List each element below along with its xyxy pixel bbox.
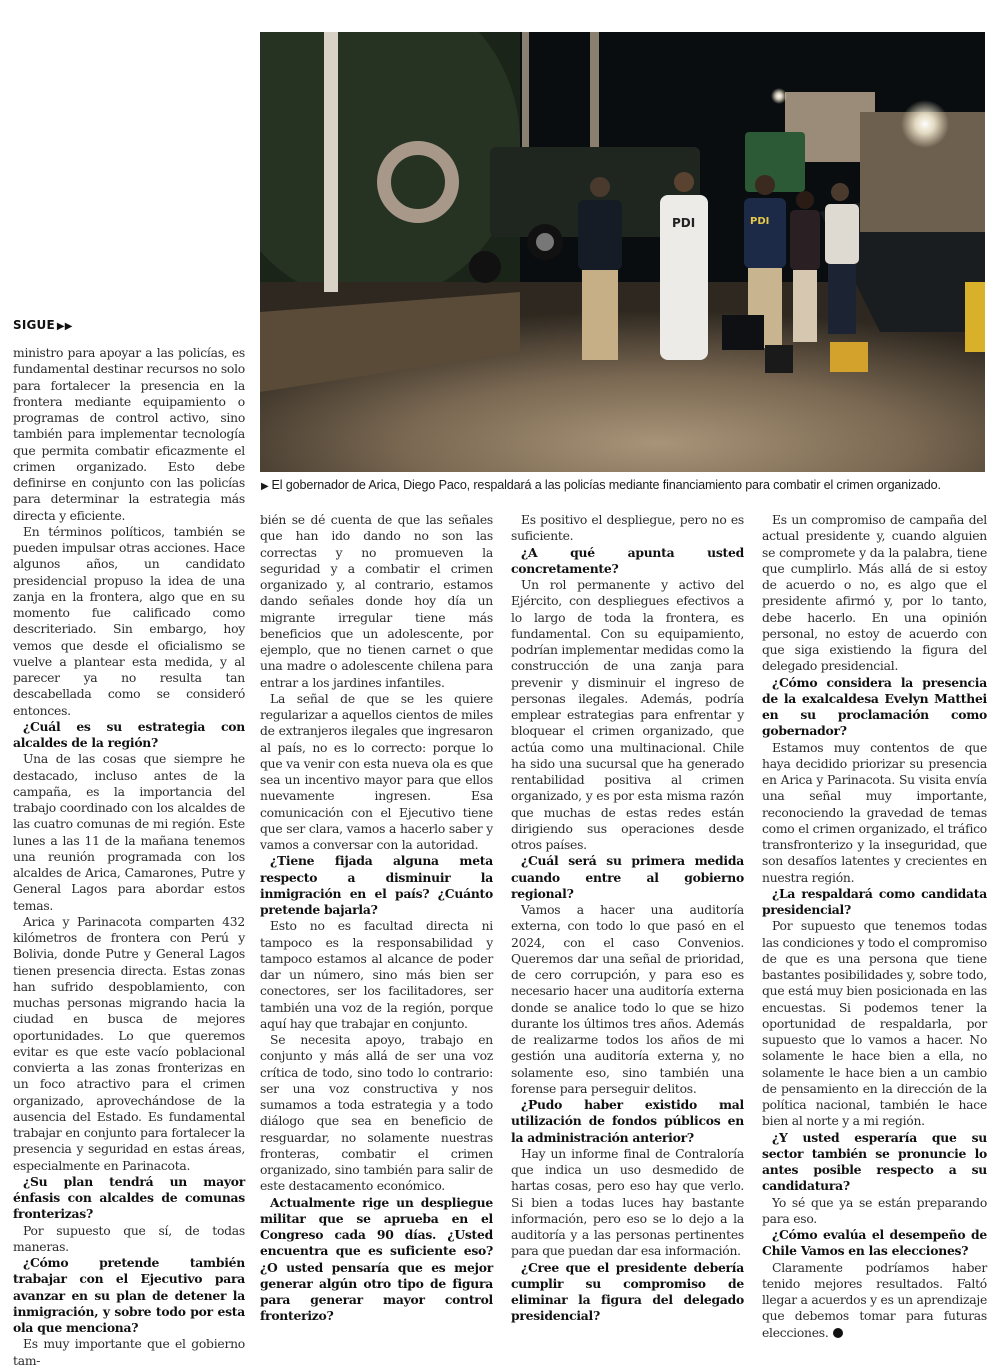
utility-pole	[324, 32, 338, 292]
continuation-text: SIGUE	[13, 318, 55, 332]
interview-answer	[13, 345, 245, 524]
interview-answer	[511, 1146, 744, 1260]
interview-question	[13, 719, 245, 752]
question-text: ¿Cómo evalúa el desempeño de Chile Vamos en las elecciones?	[762, 1227, 987, 1259]
interview-answer	[13, 524, 245, 719]
interview-answer	[511, 512, 744, 545]
interview-answer	[13, 751, 245, 914]
paragraph-text: Por supuesto que sí, de todas maneras.	[13, 1223, 245, 1254]
paragraph-text: Una de las cosas que siempre he destacado, incluso antes de la campaña, es la importancia del trabajo coordinado con los alcaldes de las cuatro comunas de mi región. Este lunes a las 11 de la mañana tenemos una reunión programada con los alcaldes de Arica, Camarones, Putre y General Lagos para abordar estos temas.	[13, 752, 245, 913]
paragraph-text: bién se dé cuenta de que las señales que han ido dando no son las correctas y no promueven la seguridad y a combatir el crimen organizado y, al contrario, estamos dando señales donde hoy día un migrante irregular tiene más beneficios que un adolescente, por ejemplo, que no tienen carnet o que una madre o adolescente chilena para entrar a los jardines infantiles.	[260, 513, 493, 690]
question-text: ¿Su plan tendrá un mayor énfasis con alcaldes de comunas fronterizas?	[13, 1173, 245, 1222]
article-column-2	[260, 512, 493, 1325]
question-text: ¿Cree que el presidente debería cumplir su compromiso de eliminar la figura del delegado presidencial?	[511, 1259, 744, 1324]
paragraph-text: Vamos a hacer una auditoría externa, con todo lo que pasó en el 2024, con el caso Convenios. Queremos dar una señal de prioridad, de cero corrupción, y para eso es necesario hacer una auditoría externa donde se analice todo lo que se hizo durante los últimos tres años. Además de realizarme todos los años de mi gestión una auditoría externa y, no solamente eso, sino también una forense para perseguir delitos.	[511, 903, 744, 1096]
paragraph-text: Un rol permanente y activo del Ejército, con despliegues efectivos a lo largo de toda la frontera, es fundamental. Con su equipamiento, podrían implementar medidas como la construcción de una zanja para prevenir y disminuir el ingreso de personas ilegales. Además, podría emplear estrategias para enfrentar y bloquear el crimen organizado, que actúa como una multinacional. Chile ha sido una sucursal que ha generado rentabilidad positiva al crimen organizado, y es por esta misma razón que muchas de estas redes están dirigiendo sus operaciones desde otros países.	[511, 578, 744, 852]
paragraph-text: Arica y Parinacota comparten 432 kilómetros de frontera con Perú y Bolivia, donde Putre y General Lagos tienen presencia directa. Estas zonas han sufrido despoblamiento, con muchas personas migrando hacia la ciudad en busca de mejores oportunidades. Lo que queremos evitar es que este vacío poblacional convierta a las zonas fronterizas en un foco atractivo para el crimen organizado, aprovechándose de la ausencia del Estado. Es fundamental trabajar en conjunto para fortalecer la presencia y seguridad en estas áreas, especialmente en Parinacota.	[13, 914, 245, 1173]
question-text: ¿Pudo haber existido mal utilización de fondos públicos en la administración anterior?	[511, 1097, 744, 1145]
paragraph-text: Claramente podríamos haber tenido mejores resultados. Faltó llegar a acuerdos y es un aprendizaje que debemos tomar para futuras elecciones.	[762, 1260, 987, 1340]
interview-answer	[260, 1032, 493, 1195]
pdi-vest-text: PDI	[672, 216, 696, 230]
interview-question	[260, 1195, 493, 1325]
end-of-article-bullet-icon	[833, 1328, 843, 1338]
interview-question	[511, 1260, 744, 1325]
interview-question	[13, 1255, 245, 1336]
paragraph-text: Hay un informe final de Contraloría que indica un uso desmedido de hartas cosas, pero eso hay que verlo. Si bien a todas luces hay bastante información, pero eso se lo dejo a la auditoría y a las personas pertinentes para que puedan dar esa información.	[511, 1146, 744, 1259]
question-text: ¿Cuál es su estrategia con alcaldes de la región?	[13, 718, 245, 750]
interview-question	[511, 853, 744, 902]
interview-answer	[260, 512, 493, 691]
caption-text: El gobernador de Arica, Diego Paco, respaldará a las policías mediante financiamiento para combatir el crimen organizado.	[271, 478, 941, 492]
question-text: ¿Y usted esperaría que su sector también se pronuncie lo antes posible respecto a su candidatura?	[762, 1129, 987, 1194]
interview-answer	[762, 918, 987, 1129]
photo-caption	[261, 478, 991, 492]
investigator-forensic-suit	[660, 172, 708, 360]
interview-answer	[762, 512, 987, 675]
investigator-white-shirt	[825, 183, 859, 334]
double-arrow-icon: ▶▶	[56, 321, 73, 332]
interview-answer	[511, 902, 744, 1097]
paragraph-text: Yo sé que ya se están preparando para eso.	[762, 1195, 987, 1226]
interview-answer	[260, 691, 493, 854]
question-text: ¿A qué apunta usted concretamente?	[511, 544, 744, 576]
paragraph-text: ministro para apoyar a las policías, es fundamental destinar recursos no solo para fortalecer la presencia en la frontera mediante equipamiento o programas de control activo, sino también para implementar tecnología que permita combatir eficazmente el crimen organizado. Esto debe definirse en conjunto con las policías para determinar la estrategia más directa y eficiente.	[13, 346, 245, 523]
interview-answer	[511, 577, 744, 853]
interview-answer	[762, 1260, 987, 1341]
investigator-woman	[790, 191, 820, 342]
question-text: ¿La respaldará como candidata presidencial?	[762, 885, 987, 917]
flood-light	[901, 100, 949, 148]
interview-answer	[260, 918, 493, 1032]
question-text: ¿Cómo pretende también trabajar con el Ejecutivo para avanzar en su plan de detener la inmigración, y sobre todo por esta ola que menciona?	[13, 1255, 245, 1335]
question-text: ¿Tiene fijada alguna meta respecto a disminuir la inmigración en el país? ¿Cuánto pretende bajarla?	[260, 853, 493, 917]
interview-answer	[13, 914, 245, 1174]
question-text: ¿Cómo considera la presencia de la exalcaldesa Evelyn Matthei en su proclamación como gobernador?	[762, 674, 987, 739]
continuation-label	[13, 318, 73, 332]
interview-question	[762, 1227, 987, 1260]
pdi-jacket-text: PDI	[750, 216, 770, 227]
interview-answer	[13, 1223, 245, 1256]
paragraph-text: Por supuesto que tenemos todas las condiciones y todo el compromiso de que es una persona que tiene bastantes posibilidades y, sobre todo, que está muy bien posicionada en las encuestas. Si podemos tener la oportunidad de respaldarla, por supuesto que lo vamos a hacer. No solamente le hace bien a ella, no solamente le hace bien a un cambio de pensamiento en la dirección de la política nacional, también le hace bien al norte y a mi región.	[762, 919, 987, 1129]
interview-answer	[762, 740, 987, 886]
interview-question	[13, 1174, 245, 1223]
paragraph-text: La señal de que se les quiere regularizar a aquellos cientos de miles de extranjeros ilegales que ingresaron al país, no es lo correcto: porque lo que va venir con esta nueva ola es que sea un incentivo mayor para que ellos nuevamente ingresen. Esa comunicación con el Ejecutivo tiene que ser clara, vamos a hacerlo saber y vamos a conversar con la autoridad.	[260, 691, 493, 852]
article-column-4	[762, 512, 987, 1341]
investigator-dark-jacket	[578, 177, 622, 360]
paragraph-text: Estamos muy contentos de que haya decidido priorizar su presencia en Arica y Parinacota. Su visita envía una señal muy importante, reconociendo la gravedad de temas como el crimen organizado, el tráfico transfronterizo y la inseguridad, que son desafíos latentes y crecientes en nuestra región.	[762, 740, 987, 885]
interview-question	[762, 886, 987, 919]
interview-question	[511, 1097, 744, 1146]
question-text: Actualmente rige un despliegue militar que se aprueba en el Congreso cada 90 días. ¿Usted encuentra que es suficiente eso? ¿O usted pensaría que es mejor generar algún otro tipo de figura para generar mayor control fronterizo?	[260, 1194, 493, 1324]
paragraph-text: Es un compromiso de campaña del actual presidente y, cuando alguien se compromete y da la palabra, tiene que cumplirlo. Más allá de si estoy de acuerdo o no, es algo que el presidente afirmó y, por lo tanto, debe hacerlo. En una opinión personal, no estoy de acuerdo con que siga existiendo la figura del delegado presidencial.	[762, 513, 987, 674]
article-column-3	[511, 512, 744, 1325]
interview-question	[762, 675, 987, 740]
caption-triangle-icon: ▶	[261, 481, 269, 492]
paragraph-text: Esto no es facultad directa ni tampoco es la responsabilidad y tampoco estamos al alcance de poder dar un número, sino más bien ser conectores, ser los facilitadores, ser también una voz de la región, porque aquí hay que trabajar en conjunto.	[260, 919, 493, 1031]
paragraph-text: Se necesita apoyo, trabajo en conjunto y más allá de ser una voz crítica de todo, sino todo lo contrario: ser una voz constructiva y nos sumamos a toda estrategia y a todo diálogo que sea en beneficio de resguardar, no solamente nuestras fronteras, combatir el crimen organizado, sino también para salir de este destacamento económico.	[260, 1033, 493, 1194]
interview-answer	[762, 1195, 987, 1228]
interview-question	[762, 1130, 987, 1195]
question-text: ¿Cuál será su primera medida cuando entre al gobierno regional?	[511, 853, 744, 901]
news-photo	[260, 32, 985, 472]
article-column-1	[13, 345, 245, 1369]
paragraph-text: En términos políticos, también se pueden impulsar otras acciones. Hace algunos años, un candidato presidencial propuso la idea de una zanja en la frontera, algo que en su momento fue calificado como descriteriado. Sin embargo, hoy vemos que desde el oficialismo se vuelve a plantear esta medida, y al parecer ya no resulta tan descabellada como se consideró entonces.	[13, 524, 245, 718]
paragraph-text: Es positivo el despliegue, pero no es suficiente.	[511, 513, 744, 544]
interview-question	[511, 545, 744, 578]
night-police-scene-image	[260, 32, 985, 472]
interview-answer	[13, 1336, 245, 1369]
equipment-case	[722, 315, 764, 350]
interview-question	[260, 853, 493, 918]
paragraph-text: Es muy importante que el gobierno tam-	[13, 1337, 245, 1368]
